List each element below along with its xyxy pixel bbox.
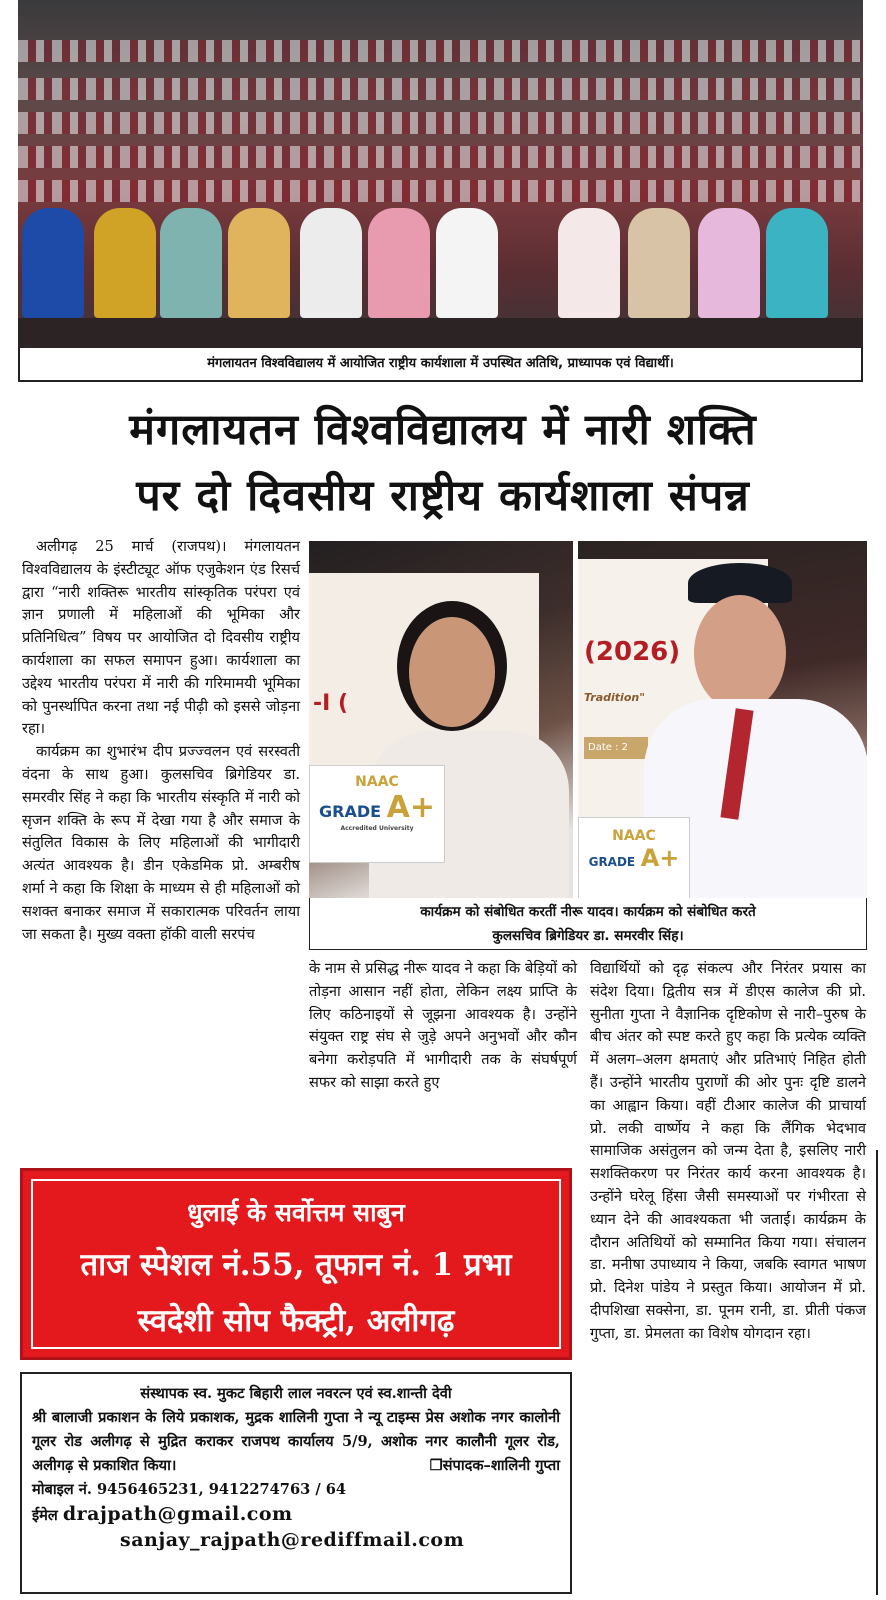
article-col1-paragraph-2: कार्यक्रम का शुभारंभ दीप प्रज्ज्वलन एवं सरस्वती वंदना के साथ हुआ। कुलसचिव ब्रिगेडियर डा. समरवीर सिंह ने कहा कि भारतीय संस्कृति में नारी को सृजन शक्ति के रूप में देखा गया है और समाज के संतुलित विकास के लिए महिलाओं की भागीदारी अत्यंत आवश्यक है। डीन एकेडमिक प्रो. अम्बरीष शर्मा ने कहा कि शिक्षा के माध्यम से ही महिलाओं को सशक्त बनाकर समाज में सकारात्मक परिवर्तन लाया जा सकता है। मुख्य वक्ता हॉकी वाली सरपंच (22, 743, 300, 943)
imprint-editor: ❐संपादक–शालिनी गुप्ता (429, 1457, 560, 1474)
ad-line-2: ताज स्पेशल नं.55, तूफान नं. 1 प्रभा (80, 1247, 512, 1283)
print-line-imprint (20, 1372, 572, 1594)
photo-neeru-yadav (309, 541, 573, 898)
banner-date: Date : 2 (584, 737, 648, 759)
headline-line2: पर दो दिवसीय राष्ट्रीय कार्यशाला संपन्न (136, 471, 750, 521)
imprint-publisher: श्री बालाजी प्रकाशन के लिये प्रकाशक, मुद्रक शालिनी गुप्ता ने न्यू टाइम्स प्रेस अशोक नगर कालोनी गूलर रोड अलीगढ़ से मुद्रित कराकर राजपथ कार्यालय 5/9, अशोक नगर कालौनी गूलर रोड, अलीगढ़ से प्रकाशित किया। (32, 1409, 560, 1474)
imprint-email-1: drajpath@gmail.com (62, 1503, 293, 1525)
imprint-email-2: sanjay_rajpath@rediffmail.com (120, 1529, 465, 1551)
banner-year: (2026) (584, 637, 681, 667)
imprint-email-label: ईमेल (32, 1507, 58, 1524)
naac-label-right: NAAC (612, 828, 656, 844)
ad-line-3: स्वदेशी सोप फैक्ट्री, अलीगढ़ (137, 1303, 455, 1339)
article-column-2 (309, 958, 577, 1095)
banner-tradition: Tradition" (584, 691, 645, 704)
middle-photo-caption-line1: कार्यक्रम को संबोधित करतीं नीरू यादव। कार्यक्रम को संबोधित करते (420, 904, 756, 920)
article-col2-text: के नाम से प्रसिद्ध नीरू यादव ने कहा कि बेड़ियों को तोड़ना आसान नहीं होता, लेकिन लक्ष्य प्राप्ति के लिए कठिनाइयों से जूझना आवश्यक है। उन्होंने संयुक्त राष्ट्र संघ से जुड़े अपने अनुभवों और कौन बनेगा करोड़पति में भागीदारी तक के संघर्षपूर्ण सफर को साझा करते हुए (309, 960, 577, 1091)
headline-line1: मंगलायतन विश्वविद्यालय में नारी शक्ति (129, 405, 757, 455)
article-column-3 (590, 958, 866, 1346)
ad-line-1: धुलाई के सर्वोत्तम साबुन (187, 1198, 405, 1227)
middle-photo-caption-line2: कुलसचिव ब्रिगेडियर डा. समरवीर सिंह। (492, 928, 684, 944)
grade-label-right: GRADE (588, 855, 636, 869)
grade-value-left: A+ (386, 790, 435, 825)
top-photo-audience (18, 0, 863, 348)
right-edge-rule (876, 1150, 878, 1595)
imprint-founder: संस्थापक स्व. मुकट बिहारी लाल नवरत्न एवं स्व.शान्ती देवी (140, 1385, 452, 1402)
soap-advertisement (20, 1168, 572, 1360)
grade-value-right: A+ (640, 844, 680, 872)
middle-photo-caption (309, 898, 867, 950)
article-col1-paragraph-1: अलीगढ़ 25 मार्च (राजपथ)। मंगलायतन विश्वविद्यालय के इंस्टीट्यूट ऑफ एजुकेशन एंड रिसर्च द्वारा “नारी शक्तिरू भारतीय सांस्कृतिक परंपरा एवं ज्ञान प्रणाली में महिलाओं की भूमिका और प्रतिनिधित्व” विषय पर आयोजित दो दिवसीय राष्ट्रीय कार्यशाला का सफल समापन हुआ। कार्यशाला का उद्देश्य भारतीय परंपरा में नारी की गरिमामयी भूमिका को पुनर्स्थापित करना तथा नई पीढ़ी को इससे जोड़ना रहा। (22, 538, 300, 738)
article-col3-text: विद्यार्थियों को दृढ़ संकल्प और निरंतर प्रयास का संदेश दिया। द्वितीय सत्र में डीएस कालेज की प्रो. सुनीता गुप्ता ने वैज्ञानिक दृष्टिकोण से नारी–पुरुष के बीच अंतर को स्पष्ट करते हुए कहा कि प्रत्येक व्यक्ति में अलग–अलग क्षमताएं और प्रतिभाएं निहित होती हैं। उन्होंने भारतीय पुराणों की ओर पुनः दृष्टि डालने का आह्वान किया। वहीं टीआर कालेज की प्राचार्या प्रो. लकी वार्ष्णेय ने कहा कि लैंगिक भेदभाव सामाजिक असंतुलन को जन्म देता है, इसलिए नारी सशक्तिकरण पर निरंतर कार्य करना आवश्यक है। उन्होंने घरेलू हिंसा जैसी समस्याओं पर गंभीरता से ध्यान देने की आवश्यकता भी जताई। कार्यक्रम के दौरान अतिथियों को सम्मानित किया गया। संचालन डा. मनीषा उपाध्याय ने किया, जबकि स्वागत भाषण प्रो. दिनेश पांडेय ने प्रस्तुत किया। आयोजन में प्रो. दीपशिखा सक्सेना, डा. पूनम रानी, डा. प्रीती पंकज गुप्ता, डा. प्रेमलता का विशेष योगदान रहा। (590, 960, 866, 1342)
top-photo-caption: मंगलायतन विश्वविद्यालय में आयोजित राष्ट्रीय कार्यशाला में उपस्थित अतिथि, प्राध्यापक एवं विद्यार्थी। (18, 348, 863, 382)
article-column-1 (22, 536, 300, 946)
naac-label-left: NAAC (355, 774, 399, 790)
grade-label-left: GRADE (319, 802, 382, 821)
naac-sub-left: Accredited University (340, 825, 414, 832)
imprint-mobile: मोबाइल नं. 9456465231, 9412274763 / 64 (32, 1481, 347, 1498)
photo-brigadier-samarveer-singh (578, 541, 867, 898)
banner-fragment-left: -I ( (313, 691, 349, 716)
